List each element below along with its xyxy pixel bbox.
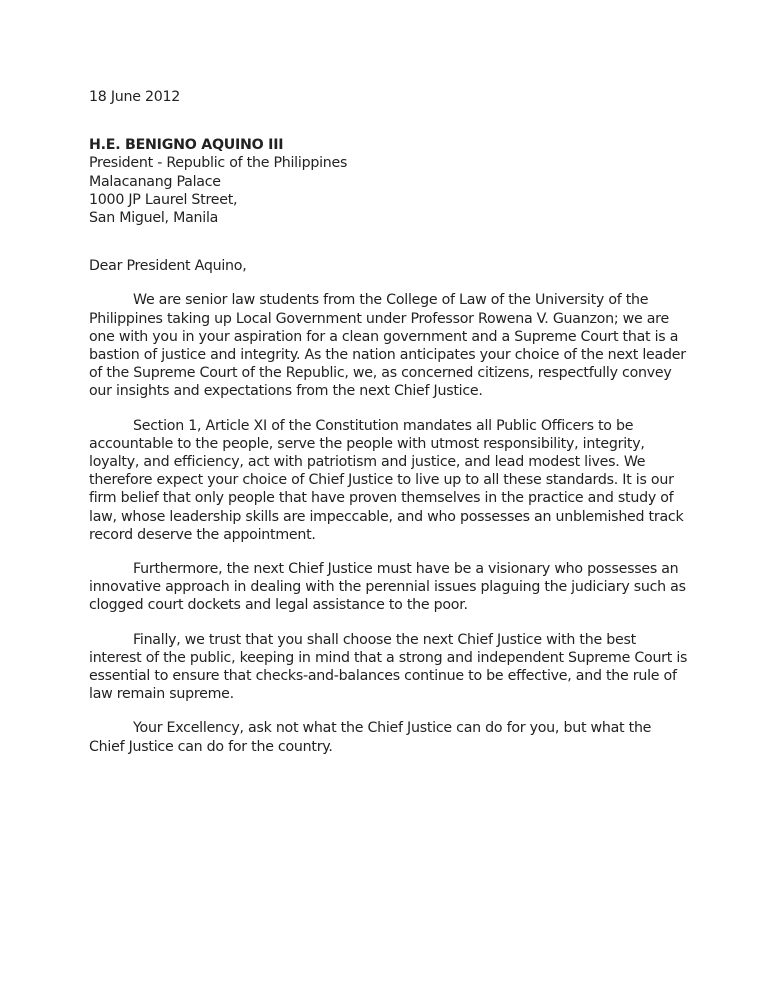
address-line-palace: Malacanang Palace <box>89 173 221 190</box>
body-paragraph-2: Section 1, Article XI of the Constitution mandates all Public Officers to be accountable to the people, serve the people with utmost responsibility, integrity, loyalty, and efficiency, act with patriotism and justice, and lead modest lives. We therefore expect your choice of Chief Justice to live up to all these standards. It is our firm belief that only people that have proven themselves in the practice and study of law, whose leadership skills are impeccable, and who possesses an unblemished track record deserve the appointment. <box>89 417 684 543</box>
body-paragraph-4: Finally, we trust that you shall choose the next Chief Justice with the best interest of the public, keeping in mind that a strong and independent Supreme Court is essential to ensure that checks-and-balances continue to be effective, and the rule of law remain supreme. <box>89 631 688 703</box>
body-paragraph-3: Furthermore, the next Chief Justice must have be a visionary who possesses an innovative approach in dealing with the perennial issues plaguing the judiciary such as clogged court dockets and legal assistance to the poor. <box>89 561 686 614</box>
letter-date: 18 June 2012 <box>89 89 181 105</box>
address-line-city: San Miguel, Manila <box>89 210 219 227</box>
recipient-block <box>89 136 689 227</box>
address-line-street: 1000 JP Laurel Street, <box>89 191 238 208</box>
recipient-name: H.E. BENIGNO AQUINO III <box>89 137 284 154</box>
body-paragraph-1: We are senior law students from the College of Law of the University of the Philippines taking up Local Government under Professor Rowena V. Guanzon; we are one with you in your aspiration for a clean government and a Supreme Court that is a bastion of justice and integrity. As the nation anticipates your choice of the next leader of the Supreme Court of the Republic, we, as concerned citizens, respectfully convey our insights and expectations from the next Chief Justice. <box>89 292 686 400</box>
address-line-title: President - Republic of the Philippines <box>89 155 348 172</box>
body-paragraph-5: Your Excellency, ask not what the Chief Justice can do for you, but what the Chief Justice can do for the country. <box>89 720 652 755</box>
salutation: Dear President Aquino, <box>89 258 247 275</box>
letter-page <box>89 88 689 772</box>
